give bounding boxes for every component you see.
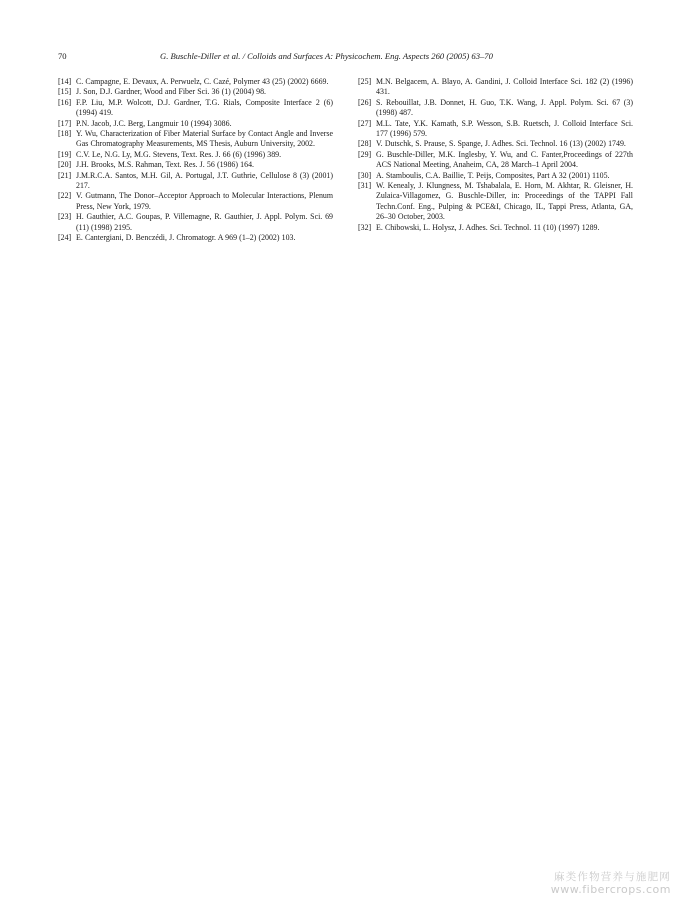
page-number: 70 [58,51,67,61]
reference-entry [58,191,333,212]
reference-text: J.M.R.C.A. Santos, M.H. Gil, A. Portugal, J.T. Guthrie, Cellulose 8 (3) (2001) 217. [76,170,333,191]
reference-text: V. Gutmann, The Donor–Acceptor Approach to Molecular Interactions, Plenum Press, New York, 1979. [76,191,333,211]
reference-entry [58,212,333,233]
reference-entry [58,160,333,170]
reference-text: P.N. Jacob, J.C. Berg, Langmuir 10 (1994) 3086. [76,118,232,128]
reference-number: [25] [358,77,372,86]
reference-number: [17] [58,118,72,128]
page-header [58,51,646,65]
reference-entry [358,139,633,149]
reference-text: E. Cantergiani, D. Benczédi, J. Chromatogr. A 969 (1–2) (2002) 103. [76,233,296,243]
reference-text: M.N. Belgacem, A. Blayo, A. Gandini, J. Colloid Interface Sci. 182 (2) (1996) 431. [376,77,633,97]
reference-entry [358,171,633,181]
reference-text: C. Campagne, E. Devaux, A. Perwuelz, C. Cazé, Polymer 43 (25) (2002) 6669. [76,77,329,86]
reference-text: A. Stamboulis, C.A. Baillie, T. Peijs, Composites, Part A 32 (2001) 1105. [376,170,610,180]
reference-entry [358,150,633,171]
watermark-url: www.fibercrops.com [550,883,671,896]
reference-entry [358,223,633,233]
reference-text: C.V. Le, N.G. Ly, M.G. Stevens, Text. Res. J. 66 (6) (1996) 389. [76,149,282,159]
reference-number: [30] [358,170,372,180]
reference-number: [21] [58,170,72,180]
reference-entry [58,129,333,150]
reference-entry [58,233,333,243]
reference-text: W. Kenealy, J. Klungness, M. Tshabalala, E. Horn, M. Akhtar, R. Gleisner, H. Zulaica-Villagomez, G. Buschle-Diller, in: Proceedings of the TAPPI Fall Techn.Conf. Eng., Pulping & PCE&I, Chicago, IL, Tappi Press, Atlanta, GA, 26–30 October, 2003. [376,181,633,222]
reference-number: [27] [358,118,372,128]
running-head: G. Buschle-Diller et al. / Colloids and Surfaces A: Physicochem. Eng. Aspects 260 (2005) 63–70 [160,51,493,61]
reference-number: [24] [58,233,72,243]
reference-entry [58,150,333,160]
reference-entry [358,181,633,223]
reference-entry [58,87,333,97]
reference-number: [15] [58,87,72,97]
watermark [551,871,671,896]
reference-number: [31] [358,181,372,191]
references-left-column [58,77,333,244]
reference-text: G. Buschle-Diller, M.K. Inglesby, Y. Wu, and C. Fanter,Proceedings of 227th ACS National Meeting, Anaheim, CA, 28 March–1 April 2004. [376,149,633,170]
reference-number: [28] [358,139,372,149]
reference-number: [26] [358,97,372,107]
reference-text: E. Chibowski, L. Holysz, J. Adhes. Sci. Technol. 11 (10) (1997) 1289. [376,222,600,232]
reference-entry [358,77,633,98]
reference-number: [19] [58,149,72,159]
references-right-column [358,77,633,233]
reference-number: [14] [58,77,72,86]
reference-entry [358,98,633,119]
reference-text: S. Rebouillat, J.B. Donnet, H. Guo, T.K. Wang, J. Appl. Polym. Sci. 67 (3) (1998) 487. [376,97,633,118]
reference-text: M.L. Tate, Y.K. Kamath, S.P. Wesson, S.B. Ruetsch, J. Colloid Interface Sci. 177 (1996) 579. [376,118,633,139]
reference-number: [32] [358,222,372,232]
reference-text: H. Gauthier, A.C. Goupas, P. Villemagne, R. Gauthier, J. Appl. Polym. Sci. 69 (11) (1998) 2195. [76,212,333,232]
reference-number: [16] [58,97,72,107]
watermark-chinese: 麻类作物营养与施肥网 [554,871,671,883]
reference-text: F.P. Liu, M.P. Wolcott, D.J. Gardner, T.G. Rials, Composite Interface 2 (6) (1994) 419. [76,97,333,118]
reference-text: J.H. Brooks, M.S. Rahman, Text. Res. J. 56 (1986) 164. [76,160,254,170]
reference-text: Y. Wu, Characterization of Fiber Material Surface by Contact Angle and Inverse Gas Chromatography Measurements, MS Thesis, Auburn University, 2002. [76,129,333,149]
reference-number: [20] [58,160,72,170]
reference-text: V. Dutschk, S. Prause, S. Spange, J. Adhes. Sci. Technol. 16 (13) (2002) 1749. [376,139,626,149]
reference-number: [23] [58,212,72,222]
reference-number: [29] [358,149,372,159]
reference-number: [22] [58,191,72,201]
reference-entry [58,171,333,192]
reference-entry [58,119,333,129]
reference-entry [58,77,333,87]
reference-entry [358,119,633,140]
reference-number: [18] [58,129,72,139]
reference-text: J. Son, D.J. Gardner, Wood and Fiber Sci. 36 (1) (2004) 98. [76,87,267,97]
reference-entry [58,98,333,119]
